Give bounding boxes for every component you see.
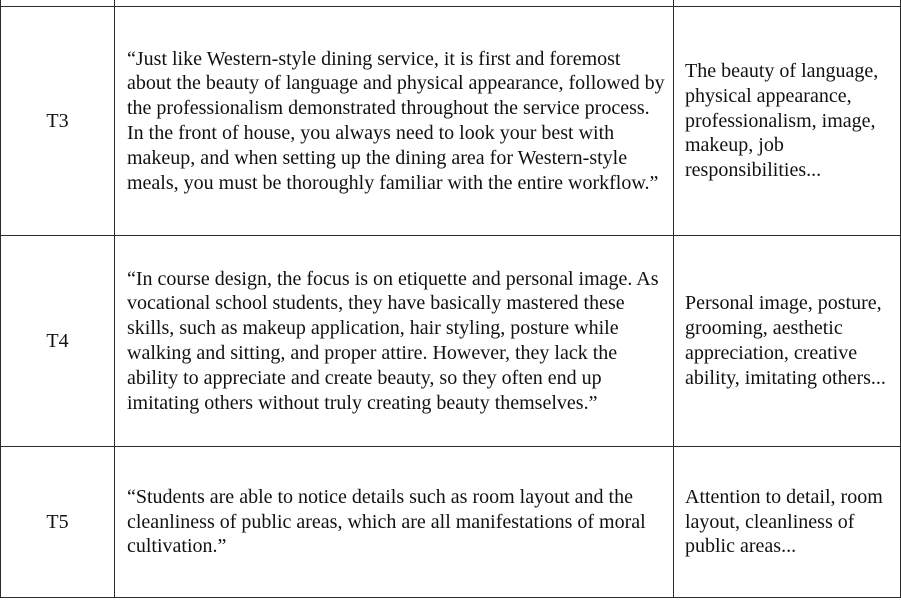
interview-quote-cell: “Just like Western-style dining service, it is first and foremost about the beauty of language and physical appearance, followed by the professionalism demonstrated throughout the service process. In the front of house, you always need to look your best with makeup, and when setting up the dining area for Western-style meals, you must be thoroughly familiar with the entire workflow.” [115, 7, 674, 236]
table-row [1, 7, 901, 236]
teacher-id-cell: T5 [1, 447, 115, 598]
interview-quote-cell: “Students are able to notice details such as room layout and the cleanliness of public areas, which are all manifestations of moral cultivation.” [115, 447, 674, 598]
table-row [1, 236, 901, 447]
table-row [1, 447, 901, 598]
interview-quote-cell: “In course design, the focus is on etiquette and personal image. As vocational school students, they have basically mastered these skills, such as makeup application, hair styling, posture while walking and sitting, and proper attire. However, they lack the ability to appreciate and create beauty, so they often end up imitating others without truly creating beauty themselves.” [115, 236, 674, 447]
keywords-cell: The beauty of language, physical appearance, professionalism, image, makeup, job responsibilities... [674, 7, 901, 236]
teacher-id-cell: T4 [1, 236, 115, 447]
teacher-id-cell: T3 [1, 7, 115, 236]
keywords-cell: Personal image, posture, grooming, aesthetic appreciation, creative ability, imitating others... [674, 236, 901, 447]
keywords-cell: Attention to detail, room layout, cleanliness of public areas... [674, 447, 901, 598]
